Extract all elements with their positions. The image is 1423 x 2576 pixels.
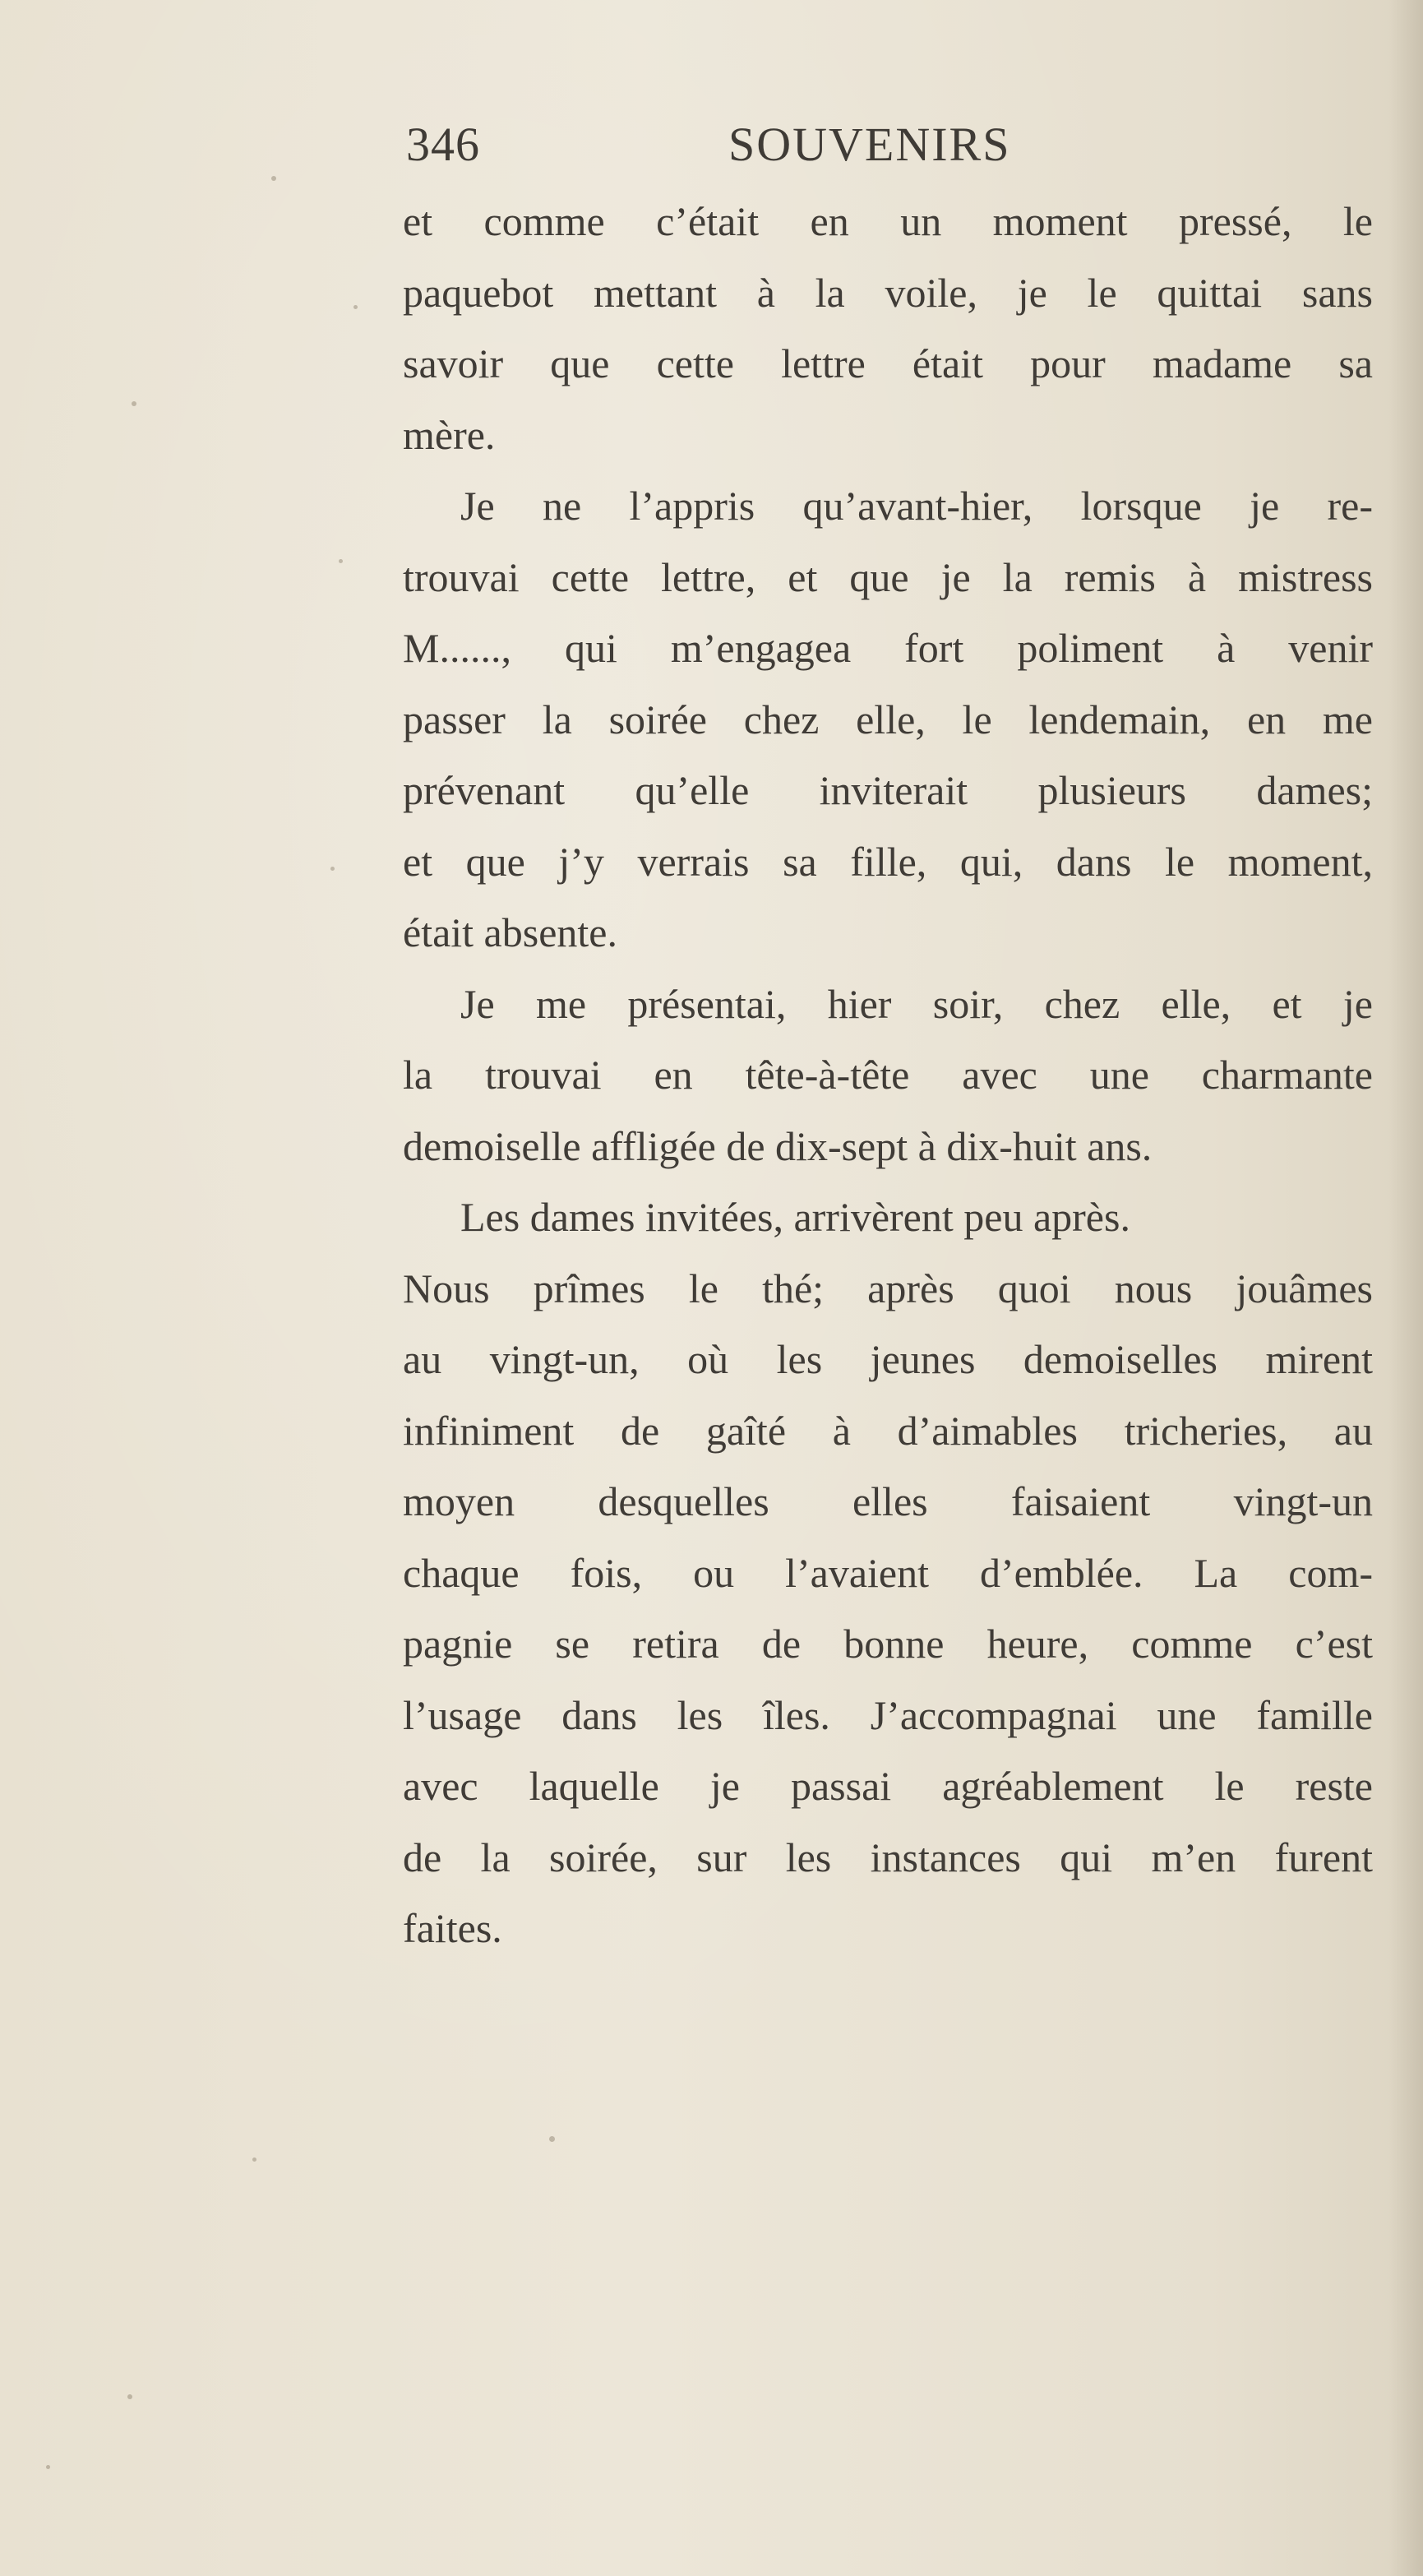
text-line: Je ne l’appris qu’avant-hier, lorsque je re- xyxy=(460,483,1373,529)
text-line: de la soirée, sur les instances qui m’en furent xyxy=(403,1834,1373,1880)
text-line: Je me présentai, hier soir, chez elle, et je xyxy=(460,980,1373,1027)
paper-spot xyxy=(271,176,276,181)
paper-spot xyxy=(127,2394,132,2399)
page-number: 346 xyxy=(406,118,480,171)
paper-spot xyxy=(132,401,136,406)
text-line: infiniment de gaîté à d’aimables tricheries, au xyxy=(403,1407,1373,1454)
text-line: avec laquelle je passai agréablement le reste xyxy=(403,1763,1373,1809)
text-line: mère. xyxy=(403,411,496,458)
paper-spot xyxy=(339,559,343,563)
page-header xyxy=(406,112,1376,178)
text-line: paquebot mettant à la voile, je le quittai sans xyxy=(403,269,1373,316)
text-line: la trouvai en tête-à-tête avec une charmante xyxy=(403,1052,1373,1098)
text-line: savoir que cette lettre était pour madame sa xyxy=(403,340,1373,386)
running-head: SOUVENIRS xyxy=(728,118,1011,171)
paper-spot xyxy=(353,305,358,309)
paper-spot xyxy=(252,2157,256,2162)
text-line: passer la soirée chez elle, le lendemain, en me xyxy=(403,696,1373,742)
text-line: trouvai cette lettre, et que je la remis à mistress xyxy=(403,553,1373,600)
text-line: et comme c’était en un moment pressé, le xyxy=(403,198,1373,244)
text-line: Les dames invitées, arrivèrent peu après. xyxy=(460,1194,1130,1240)
text-line: prévenant qu’elle inviterait plusieurs dames; xyxy=(403,767,1373,813)
text-line: demoiselle affligée de dix-sept à dix-huit ans. xyxy=(403,1122,1153,1169)
paper-spot xyxy=(46,2465,50,2469)
text-line: pagnie se retira de bonne heure, comme c’est xyxy=(403,1621,1373,1667)
body-text xyxy=(403,186,1373,1964)
text-line: chaque fois, ou l’avaient d’emblée. La com- xyxy=(403,1549,1373,1596)
paper-spot xyxy=(330,867,335,871)
paper-spot xyxy=(549,2136,555,2142)
text-line: faites. xyxy=(403,1905,502,1951)
text-line: était absente. xyxy=(403,909,617,955)
text-line: M......, qui m’engagea fort poliment à venir xyxy=(403,625,1373,671)
page-edge-shadow xyxy=(1388,0,1423,2576)
text-line: l’usage dans les îles. J’accompagnai une famille xyxy=(403,1691,1373,1738)
text-line: Nous prîmes le thé; après quoi nous jouâmes xyxy=(403,1265,1373,1311)
text-line: et que j’y verrais sa fille, qui, dans le moment, xyxy=(403,838,1373,885)
text-line: moyen desquelles elles faisaient vingt-un xyxy=(403,1478,1373,1524)
text-line: au vingt-un, où les jeunes demoiselles mirent xyxy=(403,1336,1373,1382)
